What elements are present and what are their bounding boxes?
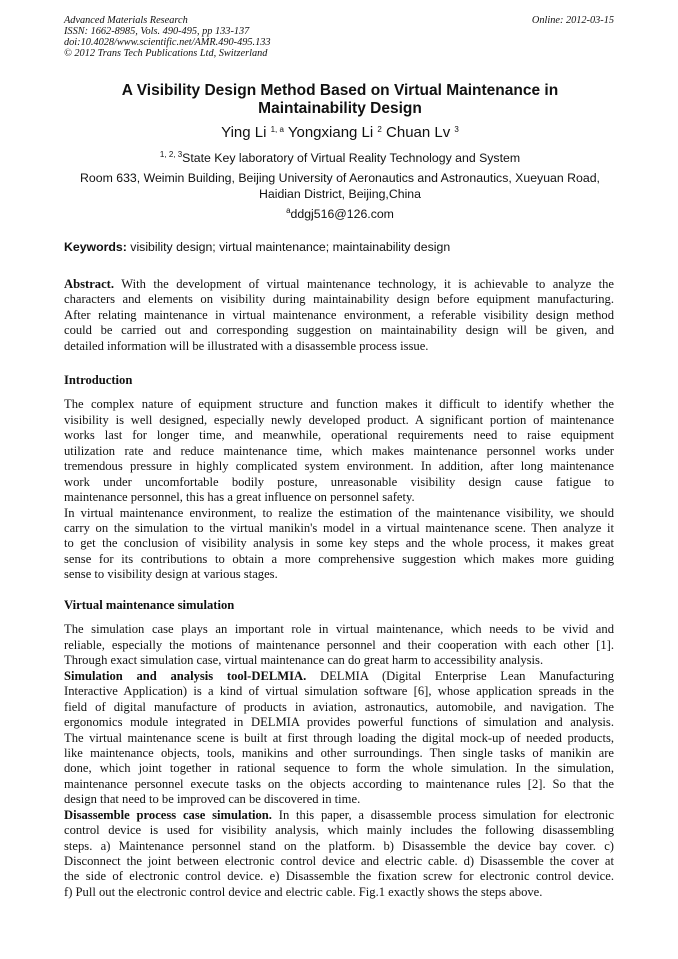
text-line: done, which joint together in rational sequence to form the whole simulation. In the simulation,	[64, 761, 614, 776]
text-line: characters and elements on visibility during maintainability design before equipment manufacturing.	[64, 292, 614, 307]
text-line: detailed information will be illustrated with a disassemble process issue.	[64, 338, 429, 353]
text-line: design that need to be improved can be discovered in time.	[64, 792, 361, 807]
text-line: could be carried out and corresponding suggestion on maintainability design will be given, and	[64, 323, 614, 338]
text-line: maintenance personnel, this has a great influence on personnel safety.	[64, 490, 415, 505]
text-line: the side of electronic control device. e) Disassemble the fixation screw for electronic control device.	[64, 869, 614, 884]
text-line: sense to visibility design at various stages.	[64, 567, 278, 582]
text-line: like maintenance objects, tools, manikins and other surroundings. Then single tasks of manikin are	[64, 745, 614, 760]
text-line: The simulation case plays an important role in virtual maintenance, which needs to be vivid and	[64, 622, 614, 637]
text-line: visibility is well designed, especially newly developed product. A significant portion of maintenance	[64, 412, 614, 427]
run-in-heading: Simulation and analysis tool-DELMIA.	[64, 668, 307, 683]
section-virtual-maintenance-simulation	[64, 598, 614, 900]
author-sup: 2	[377, 125, 382, 134]
address-line: Haidian District, Beijing,China	[259, 187, 421, 201]
run-in-heading: Disassemble process case simulation.	[64, 807, 272, 822]
affiliation-address	[40, 170, 640, 202]
title-line: A Visibility Design Method Based on Virtual Maintenance in	[121, 82, 559, 99]
affil-sup: 1, 2, 3	[159, 150, 183, 159]
author-name: Ying Li	[221, 124, 267, 141]
copyright: © 2012 Trans Tech Publications Ltd, Switzerland	[64, 48, 268, 59]
text-line: maintenance personnel execute tasks on the objects according to maintenance rules [2]. So that the	[64, 776, 614, 791]
text-line: sense for its contributions to obtain a more comprehensive suggestion which makes more guiding	[64, 551, 614, 566]
text-line: steps. a) Maintenance personnel stand on the platform. b) Disassemble the device bay cover. c)	[64, 838, 614, 853]
text-line: carry on the simulation to the virtual manikin's model in a virtual maintenance scene. Then analyze it	[64, 520, 614, 535]
authors	[40, 124, 640, 141]
paper-title	[40, 82, 640, 118]
keywords-text: visibility design; virtual maintenance; maintainability design	[126, 240, 451, 254]
text-line: field of digital manufacture of products in aviation, astronautics, automobile, and navigation. The	[64, 699, 614, 714]
abstract	[64, 277, 614, 354]
issn: ISSN: 1662-8985, Vols. 490-495, pp 133-137	[64, 26, 250, 37]
journal-name: Advanced Materials Research	[64, 15, 188, 26]
text-line: utilization rate and reduce maintenance time, which makes maintenance personnel works under	[64, 443, 614, 458]
section-heading: Virtual maintenance simulation	[64, 598, 235, 612]
run-in-heading: Abstract.	[64, 277, 115, 291]
author-sup: 1, a	[270, 125, 284, 134]
affiliation-lab	[40, 150, 640, 166]
text-line: work under uncomfortable bodily posture, unreasonable visibility design cause fatigue to	[64, 474, 614, 489]
text-line: In virtual maintenance environment, to realize the estimation of the maintenance visibility, we should	[64, 505, 614, 520]
text-line: tremendous pressure in highly complicated system environment. In addition, after long maintenance	[64, 459, 614, 474]
text-line: Abstract. With the development of virtual maintenance technology, it is achievable to analyze the	[64, 277, 614, 291]
text-line: The complex nature of equipment structure and function makes it difficult to identify whether the	[64, 397, 614, 412]
text-line: After relating maintenance in virtual maintenance environment, a referable visibility design method	[64, 307, 614, 322]
author-name: Chuan Lv	[386, 124, 451, 141]
email-sup: a	[286, 206, 291, 215]
text-line: Simulation and analysis tool-DELMIA. DELMIA (Digital Enterprise Lean Manufacturing	[64, 668, 614, 683]
address-line: Room 633, Weimin Building, Beijing University of Aeronautics and Astronautics, Xueyuan Road,	[80, 171, 600, 185]
author-sup: 3	[454, 125, 459, 134]
text-line: Disassemble process case simulation. In this paper, a disassemble process simulation for electronic	[64, 807, 614, 822]
keywords	[64, 240, 450, 254]
title-line: Maintainability Design	[258, 100, 422, 117]
journal-info	[64, 15, 271, 59]
keywords-label: Keywords:	[64, 240, 127, 254]
online-date: Online: 2012-03-15	[531, 15, 614, 26]
text-line: Disconnect the joint between electronic control device and electric cable. d) Disassemble the cover at	[64, 854, 614, 869]
text-line: works last for longer time, and meanwhile, operational requirements need to raise equipment	[64, 428, 614, 443]
text-line: The virtual maintenance scene is built at first through loading the digital mock-up of needed products,	[64, 730, 614, 745]
doi: doi:10.4028/www.scientific.net/AMR.490-495.133	[64, 37, 271, 48]
section-heading: Introduction	[64, 373, 133, 387]
section-introduction	[64, 373, 614, 583]
text-line: to get the conclusion of visibility analysis in some key steps and the whole process, it makes great	[64, 536, 614, 551]
text-line: f) Pull out the electronic control device and electric cable. Fig.1 exactly shows the steps above.	[64, 884, 543, 899]
text-line: Interactive Application) is a kind of virtual simulation software [6], whose application spreads in the	[64, 684, 614, 699]
text-line: Through exact simulation case, virtual maintenance can do great harm to accessibility analysis.	[64, 653, 544, 668]
lab-name: State Key laboratory of Virtual Reality Technology and System	[182, 151, 521, 165]
author-name: Yongxiang Li	[287, 124, 374, 141]
text-line: ergonomics module integrated in DELMIA provides powerful functions of simulation and analysis.	[64, 715, 614, 730]
text-line: control device is used for visibility analysis, which mainly includes the following disassembling	[64, 823, 614, 838]
text-line: reliable, especially the motions of maintenance personnel and their cooperation with each other [1].	[64, 637, 614, 652]
email	[40, 206, 640, 222]
email-address: ddgj516@126.com	[290, 207, 394, 221]
